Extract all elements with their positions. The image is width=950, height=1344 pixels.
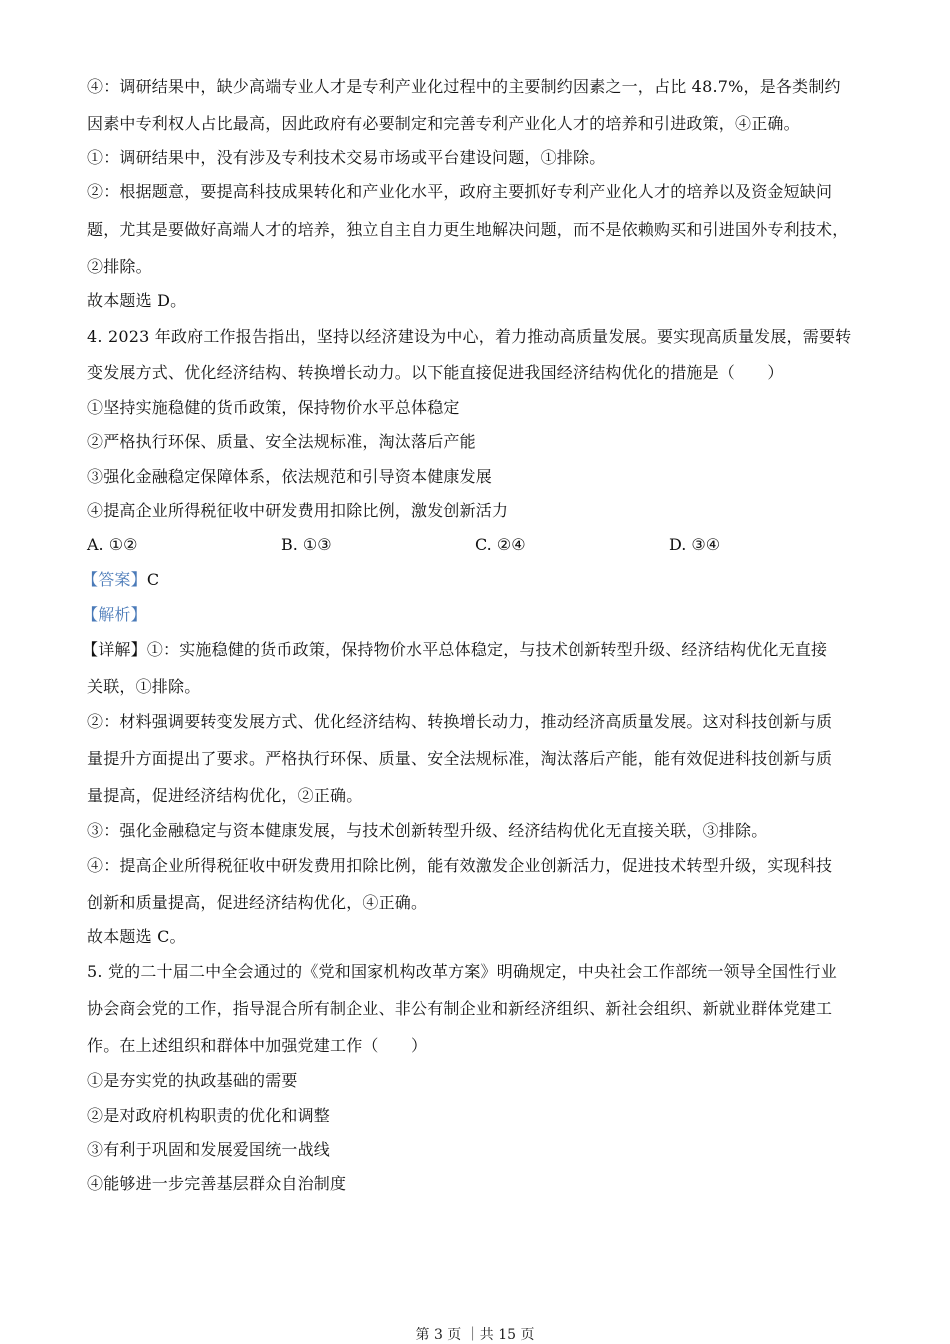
- text-line: ④能够进一步完善基层群众自治制度: [87, 1174, 347, 1193]
- text-line: ④：调研结果中，缺少高端专业人才是专利产业化过程中的主要制约因素之一，占比 48.7%，是各类制约: [87, 77, 841, 96]
- text-line: ②：根据题意，要提高科技成果转化和产业化水平，政府主要抓好专利产业化人才的培养以及资金短缺问: [87, 182, 833, 201]
- text-line: ①是夯实党的执政基础的需要: [87, 1071, 298, 1090]
- text-line: ②：材料强调要转变发展方式、优化经济结构、转换增长动力，推动经济高质量发展。这对科技创新与质: [87, 712, 833, 731]
- answer-line: [82, 570, 159, 590]
- text-line: 量提高，促进经济结构优化，②正确。: [87, 786, 363, 805]
- text-line: ①坚持实施稳健的货币政策，保持物价水平总体稳定: [87, 398, 460, 417]
- text-line: 关联，①排除。: [87, 677, 201, 696]
- answer-value: C: [146, 570, 160, 589]
- text-line: ④：提高企业所得税征收中研发费用扣除比例，能有效激发企业创新活力，促进技术转型升级，实现科技: [87, 856, 833, 875]
- text-line: 创新和质量提高，促进经济结构优化，④正确。: [87, 893, 428, 912]
- detail-tag: 【详解】: [82, 640, 147, 659]
- text-line: ②排除。: [87, 257, 152, 276]
- option-b: B. ①③: [281, 535, 332, 554]
- option-a: A. ①②: [87, 535, 138, 554]
- option-d: D. ③④: [669, 535, 721, 554]
- text-line: ①：调研结果中，没有涉及专利技术交易市场或平台建设问题，①排除。: [87, 148, 606, 167]
- text-line: 作。在上述组织和群体中加强党建工作（ ）: [87, 1036, 428, 1055]
- option-c: C. ②④: [475, 535, 526, 554]
- text-line: 4. 2023 年政府工作报告指出，坚持以经济建设为中心，着力推动高质量发展。要实现高质量发展，需要转: [87, 327, 852, 346]
- detail-line: [82, 640, 827, 660]
- text-line: 题，尤其是要做好高端人才的培养，独立自主自力更生地解决问题，而不是依赖购买和引进国外专利技术，: [87, 220, 849, 239]
- text-line: ③：强化金融稳定与资本健康发展，与技术创新转型升级、经济结构优化无直接关联，③排除。: [87, 821, 768, 840]
- text-line: 故本题选 D。: [87, 291, 187, 310]
- answer-tag: 【答案】: [82, 570, 147, 589]
- text-line: 故本题选 C。: [87, 927, 186, 946]
- text-line: ③强化金融稳定保障体系，依法规范和引导资本健康发展: [87, 467, 493, 486]
- page-footer: 第 3 页 ｜共 15 页: [415, 1327, 535, 1343]
- text-line: ②是对政府机构职责的优化和调整: [87, 1106, 331, 1125]
- analysis-tag: 【解析】: [82, 605, 147, 624]
- text-line: ①：实施稳健的货币政策，保持物价水平总体稳定，与技术创新转型升级、经济结构优化无直接: [146, 640, 828, 659]
- text-line: 量提升方面提出了要求。严格执行环保、质量、安全法规标准，淘汰落后产能，能有效促进科技创新与质: [87, 749, 833, 768]
- text-line: ③有利于巩固和发展爱国统一战线: [87, 1140, 331, 1159]
- text-line: ④提高企业所得税征收中研发费用扣除比例，激发创新活力: [87, 501, 509, 520]
- text-line: 5. 党的二十届二中全会通过的《党和国家机构改革方案》明确规定，中央社会工作部统一领导全国性行业: [87, 962, 837, 981]
- text-line: 变发展方式、优化经济结构、转换增长动力。以下能直接促进我国经济结构优化的措施是（ ）: [87, 363, 784, 382]
- text-line: 协会商会党的工作，指导混合所有制企业、非公有制企业和新经济组织、新社会组织、新就业群体党建工: [87, 999, 833, 1018]
- text-line: 因素中专利权人占比最高，因此政府有必要制定和完善专利产业化人才的培养和引进政策，④正确。: [87, 114, 800, 133]
- text-line: ②严格执行环保、质量、安全法规标准，淘汰落后产能: [87, 432, 476, 451]
